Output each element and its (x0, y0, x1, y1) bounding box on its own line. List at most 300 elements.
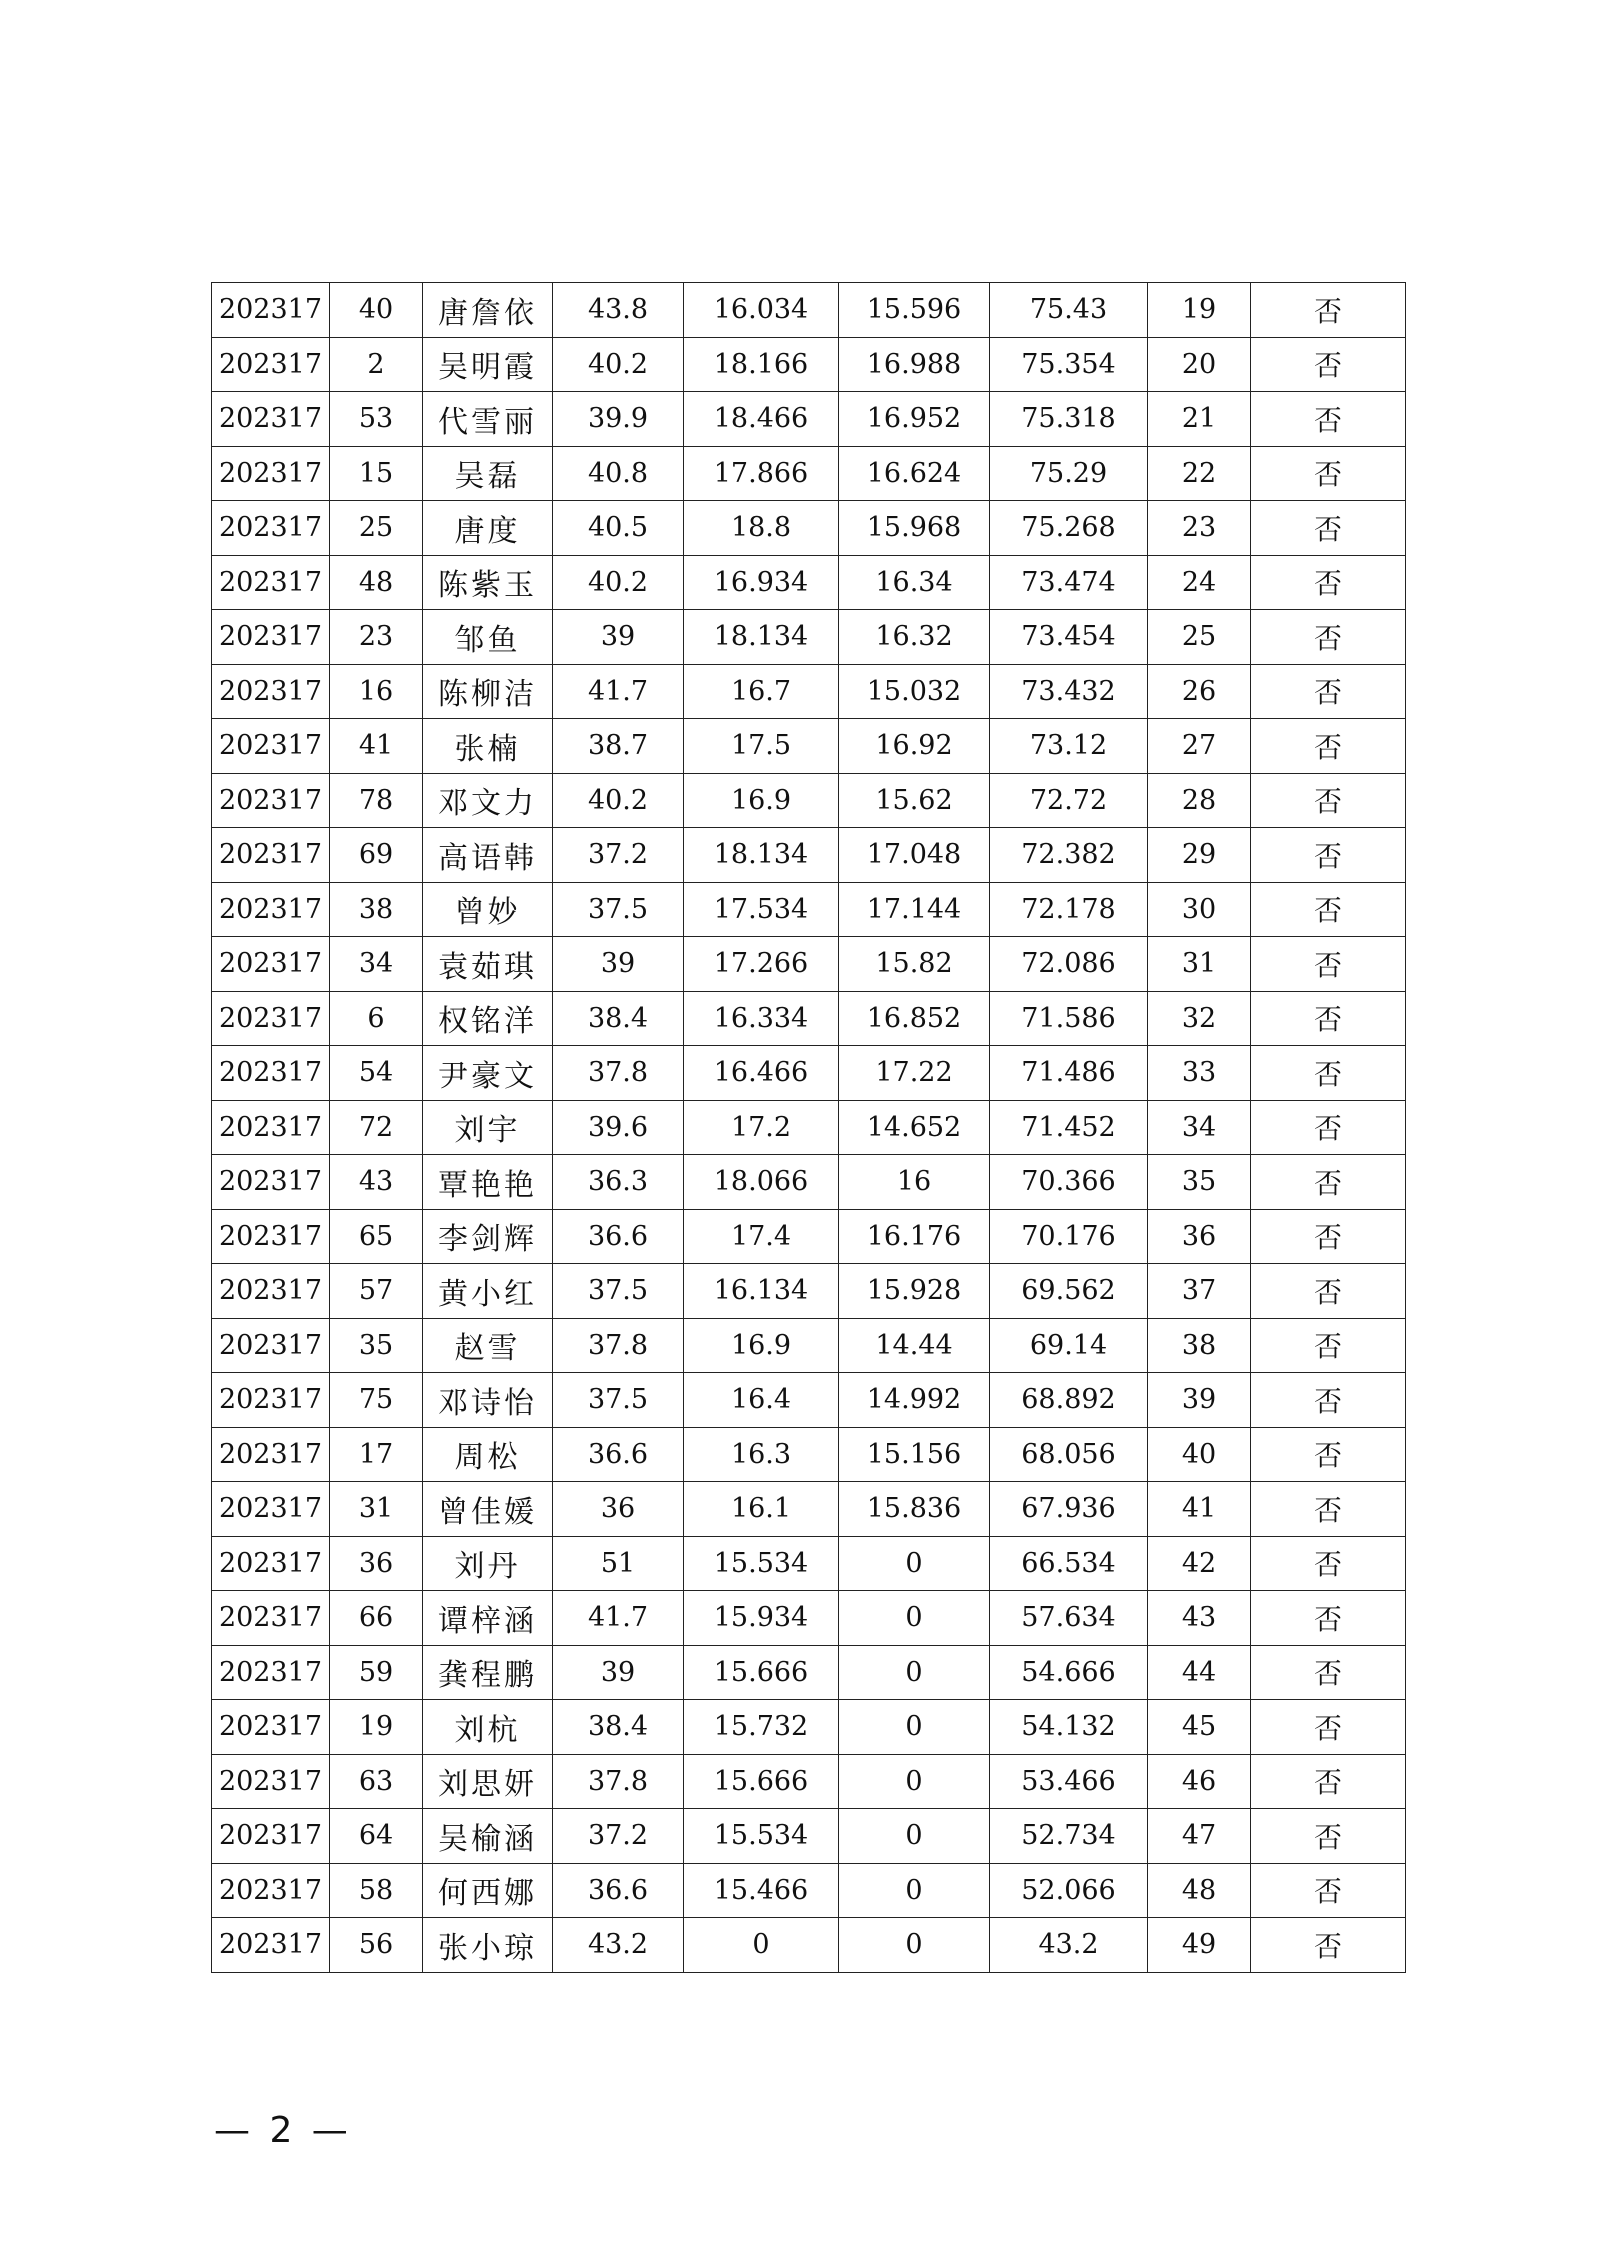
table-row (212, 1536, 1406, 1591)
score-b-cell: 16.134 (684, 1264, 839, 1319)
name-cell: 权铭洋 (423, 991, 553, 1046)
score-b-cell: 15.466 (684, 1863, 839, 1918)
name-cell: 刘丹 (423, 1536, 553, 1591)
score-c-cell: 0 (839, 1809, 990, 1864)
score-a-cell: 38.7 (553, 719, 684, 774)
hire-status-cell: 否 (1251, 1427, 1406, 1482)
hire-status-cell: 否 (1251, 1373, 1406, 1428)
name-cell: 曾佳媛 (423, 1482, 553, 1537)
hire-status-cell: 否 (1251, 1318, 1406, 1373)
rank-cell: 37 (1148, 1264, 1251, 1319)
score-c-cell: 0 (839, 1863, 990, 1918)
name-cell: 黄小红 (423, 1264, 553, 1319)
hire-status-cell: 否 (1251, 664, 1406, 719)
score-b-cell: 17.866 (684, 446, 839, 501)
exam-id-cell: 202317 (212, 882, 330, 937)
hire-status-cell: 否 (1251, 392, 1406, 447)
candidate-no-cell: 40 (330, 283, 423, 338)
score-a-cell: 37.5 (553, 882, 684, 937)
table-row (212, 1918, 1406, 1973)
rank-cell: 39 (1148, 1373, 1251, 1428)
exam-id-cell: 202317 (212, 1155, 330, 1210)
score-c-cell: 0 (839, 1536, 990, 1591)
candidate-no-cell: 19 (330, 1700, 423, 1755)
total-score-cell: 75.318 (990, 392, 1148, 447)
candidate-no-cell: 23 (330, 610, 423, 665)
table-row (212, 555, 1406, 610)
hire-status-cell: 否 (1251, 610, 1406, 665)
score-a-cell: 39 (553, 937, 684, 992)
rank-cell: 48 (1148, 1863, 1251, 1918)
hire-status-cell: 否 (1251, 1809, 1406, 1864)
score-a-cell: 37.8 (553, 1046, 684, 1101)
table-row (212, 1809, 1406, 1864)
score-a-cell: 36.6 (553, 1863, 684, 1918)
hire-status-cell: 否 (1251, 1754, 1406, 1809)
total-score-cell: 75.268 (990, 501, 1148, 556)
hire-status-cell: 否 (1251, 882, 1406, 937)
score-a-cell: 37.5 (553, 1373, 684, 1428)
candidate-no-cell: 54 (330, 1046, 423, 1101)
candidate-no-cell: 72 (330, 1100, 423, 1155)
score-b-cell: 17.2 (684, 1100, 839, 1155)
score-a-cell: 37.2 (553, 1809, 684, 1864)
table-row (212, 1100, 1406, 1155)
score-b-cell: 17.534 (684, 882, 839, 937)
rank-cell: 19 (1148, 283, 1251, 338)
exam-id-cell: 202317 (212, 719, 330, 774)
name-cell: 吴明霞 (423, 337, 553, 392)
name-cell: 邹鱼 (423, 610, 553, 665)
score-b-cell: 18.134 (684, 610, 839, 665)
candidate-no-cell: 34 (330, 937, 423, 992)
score-b-cell: 16.4 (684, 1373, 839, 1428)
exam-id-cell: 202317 (212, 1318, 330, 1373)
hire-status-cell: 否 (1251, 1264, 1406, 1319)
score-b-cell: 16.934 (684, 555, 839, 610)
score-c-cell: 15.82 (839, 937, 990, 992)
score-a-cell: 38.4 (553, 1700, 684, 1755)
score-c-cell: 16.32 (839, 610, 990, 665)
score-a-cell: 36.6 (553, 1427, 684, 1482)
rank-cell: 33 (1148, 1046, 1251, 1101)
exam-id-cell: 202317 (212, 610, 330, 665)
total-score-cell: 73.12 (990, 719, 1148, 774)
rank-cell: 46 (1148, 1754, 1251, 1809)
name-cell: 尹豪文 (423, 1046, 553, 1101)
score-c-cell: 15.032 (839, 664, 990, 719)
table-row (212, 1209, 1406, 1264)
name-cell: 刘思妍 (423, 1754, 553, 1809)
hire-status-cell: 否 (1251, 1863, 1406, 1918)
exam-id-cell: 202317 (212, 1100, 330, 1155)
rank-cell: 35 (1148, 1155, 1251, 1210)
candidate-no-cell: 63 (330, 1754, 423, 1809)
table-row (212, 664, 1406, 719)
name-cell: 李剑辉 (423, 1209, 553, 1264)
score-c-cell: 0 (839, 1591, 990, 1646)
total-score-cell: 53.466 (990, 1754, 1148, 1809)
name-cell: 代雪丽 (423, 392, 553, 447)
rank-cell: 36 (1148, 1209, 1251, 1264)
score-b-cell: 15.534 (684, 1536, 839, 1591)
exam-id-cell: 202317 (212, 1754, 330, 1809)
name-cell: 曾妙 (423, 882, 553, 937)
rank-cell: 44 (1148, 1645, 1251, 1700)
score-a-cell: 37.2 (553, 828, 684, 883)
hire-status-cell: 否 (1251, 828, 1406, 883)
name-cell: 赵雪 (423, 1318, 553, 1373)
name-cell: 唐詹依 (423, 283, 553, 338)
total-score-cell: 68.056 (990, 1427, 1148, 1482)
name-cell: 吴磊 (423, 446, 553, 501)
score-c-cell: 15.928 (839, 1264, 990, 1319)
rank-cell: 34 (1148, 1100, 1251, 1155)
score-c-cell: 17.144 (839, 882, 990, 937)
table-row (212, 1427, 1406, 1482)
candidate-no-cell: 69 (330, 828, 423, 883)
score-b-cell: 18.166 (684, 337, 839, 392)
score-c-cell: 15.836 (839, 1482, 990, 1537)
total-score-cell: 68.892 (990, 1373, 1148, 1428)
table-row (212, 1264, 1406, 1319)
name-cell: 周松 (423, 1427, 553, 1482)
rank-cell: 23 (1148, 501, 1251, 556)
exam-id-cell: 202317 (212, 1264, 330, 1319)
exam-id-cell: 202317 (212, 446, 330, 501)
score-c-cell: 0 (839, 1700, 990, 1755)
score-c-cell: 14.652 (839, 1100, 990, 1155)
candidate-no-cell: 59 (330, 1645, 423, 1700)
table-row (212, 283, 1406, 338)
rank-cell: 42 (1148, 1536, 1251, 1591)
score-a-cell: 39.9 (553, 392, 684, 447)
score-b-cell: 18.134 (684, 828, 839, 883)
score-b-cell: 18.466 (684, 392, 839, 447)
exam-id-cell: 202317 (212, 1536, 330, 1591)
exam-id-cell: 202317 (212, 337, 330, 392)
score-b-cell: 15.666 (684, 1754, 839, 1809)
table-row (212, 1373, 1406, 1428)
score-b-cell: 18.8 (684, 501, 839, 556)
total-score-cell: 52.734 (990, 1809, 1148, 1864)
total-score-cell: 71.486 (990, 1046, 1148, 1101)
score-c-cell: 15.596 (839, 283, 990, 338)
hire-status-cell: 否 (1251, 1209, 1406, 1264)
name-cell: 龚程鹏 (423, 1645, 553, 1700)
score-b-cell: 16.034 (684, 283, 839, 338)
hire-status-cell: 否 (1251, 446, 1406, 501)
rank-cell: 32 (1148, 991, 1251, 1046)
rank-cell: 29 (1148, 828, 1251, 883)
score-c-cell: 15.62 (839, 773, 990, 828)
score-b-cell: 16.3 (684, 1427, 839, 1482)
score-c-cell: 0 (839, 1754, 990, 1809)
score-a-cell: 36.6 (553, 1209, 684, 1264)
total-score-cell: 57.634 (990, 1591, 1148, 1646)
hire-status-cell: 否 (1251, 1918, 1406, 1973)
total-score-cell: 75.29 (990, 446, 1148, 501)
page-number: — 2 — (214, 2110, 352, 2151)
name-cell: 何西娜 (423, 1863, 553, 1918)
table-row (212, 1318, 1406, 1373)
total-score-cell: 54.132 (990, 1700, 1148, 1755)
name-cell: 唐度 (423, 501, 553, 556)
score-table (211, 282, 1406, 1973)
score-a-cell: 40.5 (553, 501, 684, 556)
rank-cell: 24 (1148, 555, 1251, 610)
total-score-cell: 71.586 (990, 991, 1148, 1046)
name-cell: 张小琼 (423, 1918, 553, 1973)
score-c-cell: 15.968 (839, 501, 990, 556)
hire-status-cell: 否 (1251, 1100, 1406, 1155)
score-a-cell: 41.7 (553, 1591, 684, 1646)
score-b-cell: 15.666 (684, 1645, 839, 1700)
score-c-cell: 16.34 (839, 555, 990, 610)
name-cell: 吴榆涵 (423, 1809, 553, 1864)
total-score-cell: 70.366 (990, 1155, 1148, 1210)
candidate-no-cell: 56 (330, 1918, 423, 1973)
hire-status-cell: 否 (1251, 1700, 1406, 1755)
total-score-cell: 72.086 (990, 937, 1148, 992)
candidate-no-cell: 35 (330, 1318, 423, 1373)
name-cell: 刘宇 (423, 1100, 553, 1155)
name-cell: 邓文力 (423, 773, 553, 828)
score-a-cell: 43.8 (553, 283, 684, 338)
rank-cell: 20 (1148, 337, 1251, 392)
rank-cell: 45 (1148, 1700, 1251, 1755)
exam-id-cell: 202317 (212, 664, 330, 719)
rank-cell: 41 (1148, 1482, 1251, 1537)
name-cell: 张楠 (423, 719, 553, 774)
total-score-cell: 75.43 (990, 283, 1148, 338)
exam-id-cell: 202317 (212, 1427, 330, 1482)
score-c-cell: 14.44 (839, 1318, 990, 1373)
score-a-cell: 37.8 (553, 1754, 684, 1809)
hire-status-cell: 否 (1251, 1536, 1406, 1591)
candidate-no-cell: 25 (330, 501, 423, 556)
name-cell: 邓诗怡 (423, 1373, 553, 1428)
exam-id-cell: 202317 (212, 1373, 330, 1428)
hire-status-cell: 否 (1251, 937, 1406, 992)
hire-status-cell: 否 (1251, 1155, 1406, 1210)
rank-cell: 22 (1148, 446, 1251, 501)
exam-id-cell: 202317 (212, 1809, 330, 1864)
candidate-no-cell: 78 (330, 773, 423, 828)
table-row (212, 882, 1406, 937)
score-b-cell: 16.9 (684, 773, 839, 828)
name-cell: 陈紫玉 (423, 555, 553, 610)
exam-id-cell: 202317 (212, 991, 330, 1046)
exam-id-cell: 202317 (212, 937, 330, 992)
exam-id-cell: 202317 (212, 555, 330, 610)
hire-status-cell: 否 (1251, 1591, 1406, 1646)
total-score-cell: 70.176 (990, 1209, 1148, 1264)
score-b-cell: 17.266 (684, 937, 839, 992)
score-c-cell: 14.992 (839, 1373, 990, 1428)
score-a-cell: 36 (553, 1482, 684, 1537)
score-b-cell: 18.066 (684, 1155, 839, 1210)
score-b-cell: 16.466 (684, 1046, 839, 1101)
candidate-no-cell: 36 (330, 1536, 423, 1591)
score-a-cell: 37.8 (553, 1318, 684, 1373)
hire-status-cell: 否 (1251, 719, 1406, 774)
hire-status-cell: 否 (1251, 337, 1406, 392)
score-b-cell: 17.5 (684, 719, 839, 774)
rank-cell: 31 (1148, 937, 1251, 992)
exam-id-cell: 202317 (212, 1645, 330, 1700)
table-row (212, 610, 1406, 665)
candidate-no-cell: 43 (330, 1155, 423, 1210)
table-row (212, 991, 1406, 1046)
total-score-cell: 67.936 (990, 1482, 1148, 1537)
score-a-cell: 51 (553, 1536, 684, 1591)
score-c-cell: 16.624 (839, 446, 990, 501)
exam-id-cell: 202317 (212, 392, 330, 447)
rank-cell: 26 (1148, 664, 1251, 719)
total-score-cell: 71.452 (990, 1100, 1148, 1155)
candidate-no-cell: 53 (330, 392, 423, 447)
rank-cell: 30 (1148, 882, 1251, 937)
score-b-cell: 15.934 (684, 1591, 839, 1646)
table-row (212, 1591, 1406, 1646)
score-b-cell: 16.9 (684, 1318, 839, 1373)
total-score-cell: 73.432 (990, 664, 1148, 719)
total-score-cell: 69.562 (990, 1264, 1148, 1319)
hire-status-cell: 否 (1251, 1645, 1406, 1700)
candidate-no-cell: 38 (330, 882, 423, 937)
hire-status-cell: 否 (1251, 283, 1406, 338)
table-row (212, 828, 1406, 883)
total-score-cell: 73.454 (990, 610, 1148, 665)
name-cell: 覃艳艳 (423, 1155, 553, 1210)
exam-id-cell: 202317 (212, 1700, 330, 1755)
exam-id-cell: 202317 (212, 501, 330, 556)
name-cell: 刘杭 (423, 1700, 553, 1755)
candidate-no-cell: 41 (330, 719, 423, 774)
score-c-cell: 17.048 (839, 828, 990, 883)
score-b-cell: 17.4 (684, 1209, 839, 1264)
exam-id-cell: 202317 (212, 1863, 330, 1918)
rank-cell: 27 (1148, 719, 1251, 774)
score-c-cell: 16.176 (839, 1209, 990, 1264)
exam-id-cell: 202317 (212, 1209, 330, 1264)
rank-cell: 25 (1148, 610, 1251, 665)
total-score-cell: 73.474 (990, 555, 1148, 610)
score-a-cell: 38.4 (553, 991, 684, 1046)
exam-id-cell: 202317 (212, 1918, 330, 1973)
candidate-no-cell: 15 (330, 446, 423, 501)
score-c-cell: 0 (839, 1918, 990, 1973)
table-row (212, 1046, 1406, 1101)
table-row (212, 392, 1406, 447)
name-cell: 陈柳洁 (423, 664, 553, 719)
candidate-no-cell: 6 (330, 991, 423, 1046)
exam-id-cell: 202317 (212, 1591, 330, 1646)
rank-cell: 21 (1148, 392, 1251, 447)
name-cell: 高语韩 (423, 828, 553, 883)
score-b-cell: 16.334 (684, 991, 839, 1046)
hire-status-cell: 否 (1251, 773, 1406, 828)
table-row (212, 1482, 1406, 1537)
score-c-cell: 16.852 (839, 991, 990, 1046)
score-c-cell: 16.988 (839, 337, 990, 392)
hire-status-cell: 否 (1251, 1046, 1406, 1101)
table-row (212, 773, 1406, 828)
table-row (212, 446, 1406, 501)
candidate-no-cell: 31 (330, 1482, 423, 1537)
total-score-cell: 72.72 (990, 773, 1148, 828)
exam-id-cell: 202317 (212, 1046, 330, 1101)
table-row (212, 719, 1406, 774)
table-row (212, 1645, 1406, 1700)
score-a-cell: 40.8 (553, 446, 684, 501)
candidate-no-cell: 58 (330, 1863, 423, 1918)
score-a-cell: 39 (553, 610, 684, 665)
score-a-cell: 43.2 (553, 1918, 684, 1973)
rank-cell: 28 (1148, 773, 1251, 828)
table-row (212, 1700, 1406, 1755)
exam-id-cell: 202317 (212, 1482, 330, 1537)
candidate-no-cell: 66 (330, 1591, 423, 1646)
score-a-cell: 40.2 (553, 337, 684, 392)
score-c-cell: 16 (839, 1155, 990, 1210)
score-c-cell: 16.92 (839, 719, 990, 774)
total-score-cell: 43.2 (990, 1918, 1148, 1973)
score-c-cell: 17.22 (839, 1046, 990, 1101)
candidate-no-cell: 17 (330, 1427, 423, 1482)
total-score-cell: 72.178 (990, 882, 1148, 937)
table-row (212, 1754, 1406, 1809)
candidate-no-cell: 48 (330, 555, 423, 610)
candidate-no-cell: 64 (330, 1809, 423, 1864)
score-a-cell: 37.5 (553, 1264, 684, 1319)
table-row (212, 1155, 1406, 1210)
candidate-no-cell: 75 (330, 1373, 423, 1428)
rank-cell: 38 (1148, 1318, 1251, 1373)
score-a-cell: 36.3 (553, 1155, 684, 1210)
score-b-cell: 15.534 (684, 1809, 839, 1864)
table-body (212, 283, 1406, 1973)
total-score-cell: 54.666 (990, 1645, 1148, 1700)
total-score-cell: 75.354 (990, 337, 1148, 392)
rank-cell: 49 (1148, 1918, 1251, 1973)
total-score-cell: 69.14 (990, 1318, 1148, 1373)
score-a-cell: 40.2 (553, 555, 684, 610)
score-a-cell: 40.2 (553, 773, 684, 828)
score-b-cell: 15.732 (684, 1700, 839, 1755)
total-score-cell: 66.534 (990, 1536, 1148, 1591)
hire-status-cell: 否 (1251, 555, 1406, 610)
candidate-no-cell: 57 (330, 1264, 423, 1319)
rank-cell: 47 (1148, 1809, 1251, 1864)
total-score-cell: 72.382 (990, 828, 1148, 883)
candidate-no-cell: 65 (330, 1209, 423, 1264)
score-c-cell: 15.156 (839, 1427, 990, 1482)
candidate-no-cell: 16 (330, 664, 423, 719)
exam-id-cell: 202317 (212, 283, 330, 338)
score-a-cell: 39.6 (553, 1100, 684, 1155)
score-b-cell: 16.7 (684, 664, 839, 719)
score-b-cell: 0 (684, 1918, 839, 1973)
score-a-cell: 41.7 (553, 664, 684, 719)
score-b-cell: 16.1 (684, 1482, 839, 1537)
score-c-cell: 0 (839, 1645, 990, 1700)
exam-id-cell: 202317 (212, 773, 330, 828)
hire-status-cell: 否 (1251, 1482, 1406, 1537)
exam-id-cell: 202317 (212, 828, 330, 883)
total-score-cell: 52.066 (990, 1863, 1148, 1918)
